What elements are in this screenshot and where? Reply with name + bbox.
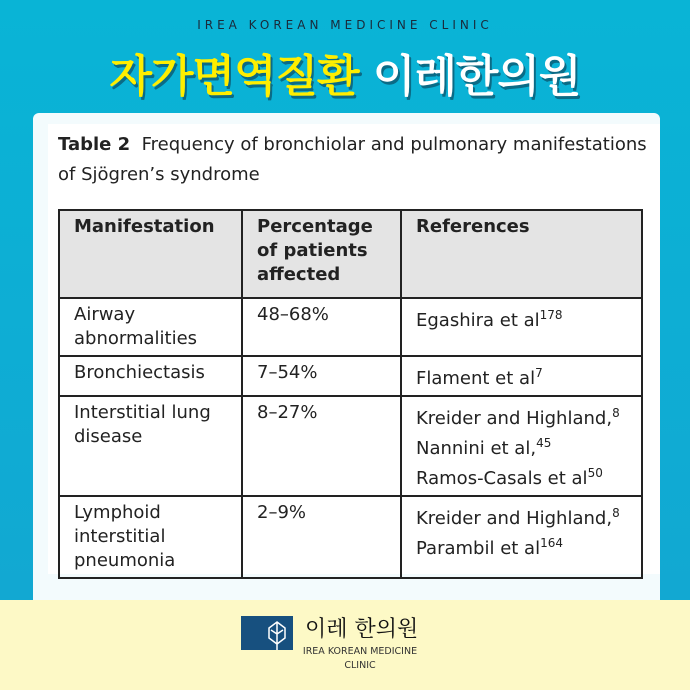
clinic-name-korean: 이레 한의원 xyxy=(305,617,419,642)
percentage-cell: 8–27% xyxy=(242,396,401,496)
percentage-cell: 7–54% xyxy=(242,356,401,396)
reference: Nannini et al, xyxy=(416,438,537,459)
table-row xyxy=(59,396,642,496)
references-cell xyxy=(401,298,642,356)
reference: Flament et al xyxy=(416,368,536,389)
table-caption xyxy=(58,130,658,190)
caption-label: Table 2 xyxy=(58,134,131,155)
page-title xyxy=(0,40,690,104)
clinic-name-english: IREA KOREAN MEDICINE CLINIC xyxy=(302,646,418,671)
reference-number: 178 xyxy=(539,308,563,322)
references-cell xyxy=(401,496,642,578)
manifestation-cell: Bronchiectasis xyxy=(59,356,242,396)
reference-number: 164 xyxy=(540,536,563,550)
manifestation-cell: Lymphoid interstitial pneumonia xyxy=(59,496,242,578)
percentage-cell: 48–68% xyxy=(242,298,401,356)
reference: Egashira et al xyxy=(416,310,540,331)
column-header: Percentage of patients affected xyxy=(242,210,401,298)
reference-number: 7 xyxy=(535,366,543,380)
title-yellow: 자가면역질환 xyxy=(109,51,359,102)
caption-text: Frequency of bronchiolar and pulmonary manifestations of Sjögren’s syndrome xyxy=(58,134,647,185)
reference-number: 8 xyxy=(612,506,620,520)
clinic-logo xyxy=(241,616,293,650)
manifestation-cell: Interstitial lung disease xyxy=(59,396,242,496)
title-white: 이레한의원 xyxy=(372,51,581,102)
reference: Kreider and Highland, xyxy=(416,508,613,529)
column-header: References xyxy=(401,210,642,298)
column-header: Manifestation xyxy=(59,210,242,298)
reference-number: 45 xyxy=(536,436,552,450)
leaf-icon xyxy=(241,616,293,650)
reference: Kreider and Highland, xyxy=(416,408,613,429)
reference: Parambil et al xyxy=(416,538,541,559)
reference-number: 50 xyxy=(587,466,603,480)
reference-number: 8 xyxy=(612,406,620,420)
clinic-subtitle: IREA KOREAN MEDICINE CLINIC xyxy=(197,18,493,32)
references-cell xyxy=(401,356,642,396)
manifestation-cell: Airway abnormalities xyxy=(59,298,242,356)
reference: Ramos-Casals et al xyxy=(416,468,588,489)
percentage-cell: 2–9% xyxy=(242,496,401,578)
table-row xyxy=(59,298,642,356)
table-row xyxy=(59,496,642,578)
table-row xyxy=(59,356,642,396)
references-cell xyxy=(401,396,642,496)
manifestations-table xyxy=(58,209,643,579)
